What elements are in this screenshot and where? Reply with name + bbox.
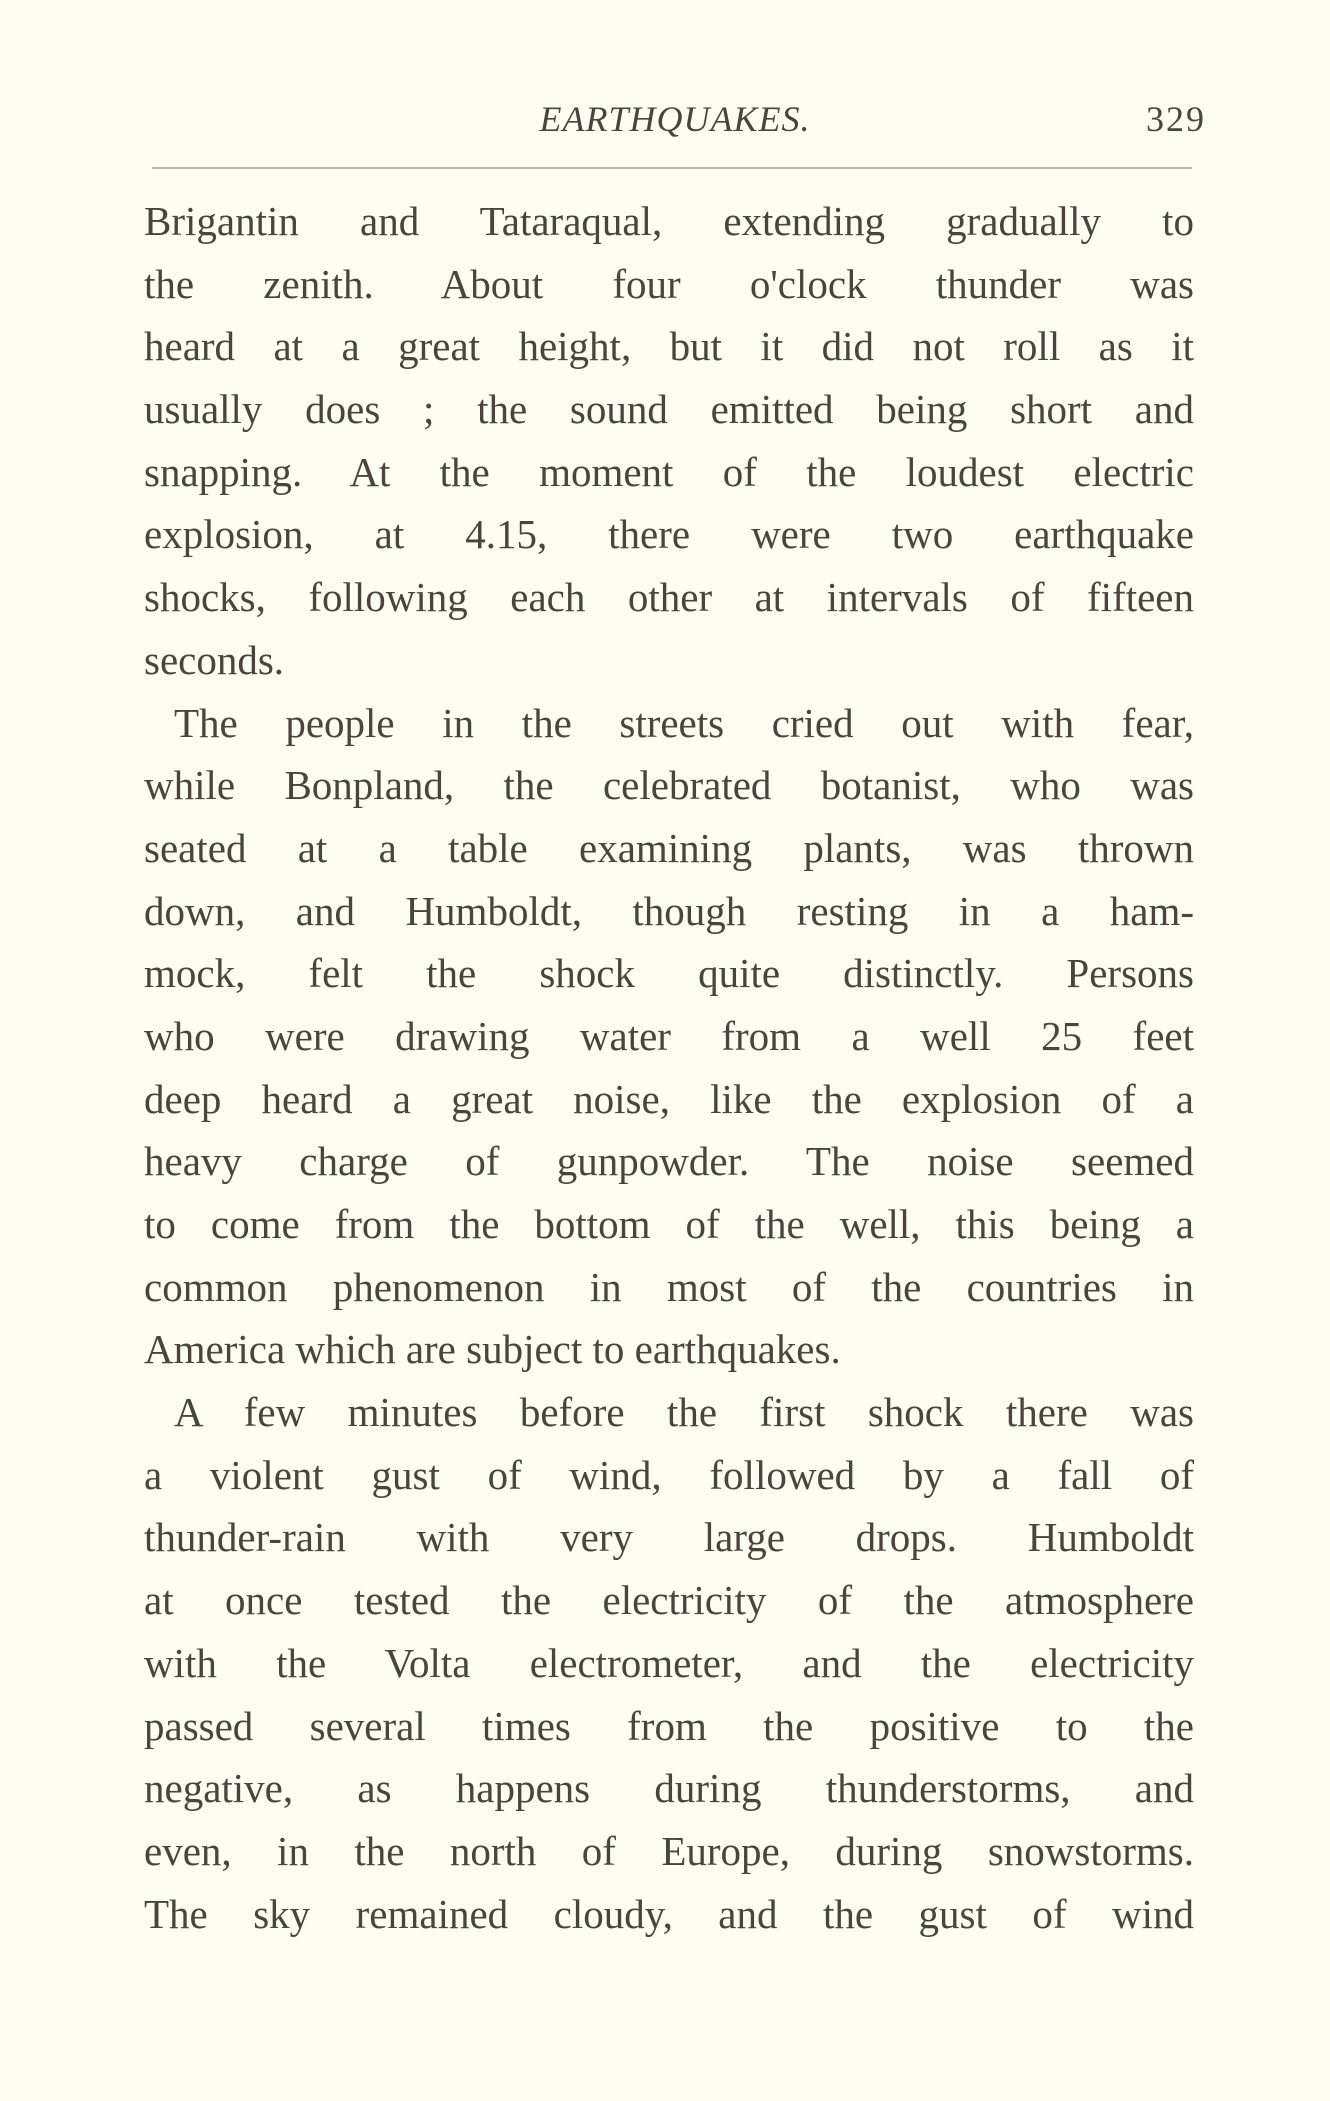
text-line: explosion, at 4.15, there were two earthquake [144, 511, 1194, 558]
text-line: even, in the north of Europe, during snowstorms. [144, 1827, 1194, 1874]
header-rule [152, 167, 1192, 169]
text-line: a violent gust of wind, followed by a fall of [144, 1451, 1194, 1498]
text-line: common phenomenon in most of the countries in [144, 1263, 1194, 1310]
text-line: heavy charge of gunpowder. The noise seemed [144, 1138, 1194, 1185]
text-line: usually does ; the sound emitted being short and [144, 386, 1194, 433]
text-line: to come from the bottom of the well, this being a [144, 1201, 1194, 1247]
page-number: 329 [1146, 99, 1206, 139]
body-text [144, 190, 1194, 1945]
text-line: heard at a great height, but it did not roll as it [144, 323, 1194, 370]
text-line: deep heard a great noise, like the explosion of a [144, 1075, 1194, 1122]
text-line: mock, felt the shock quite distinctly. Persons [144, 950, 1194, 997]
text-line: America which are subject to earthquakes. [144, 1326, 841, 1373]
text-line: who were drawing water from a well 25 feet [144, 1012, 1194, 1059]
text-line: A few minutes before the first shock there was [174, 1389, 1194, 1436]
text-line: with the Volta electrometer, and the electricity [144, 1639, 1194, 1686]
text-line: thunder-rain with very large drops. Humboldt [144, 1514, 1194, 1561]
running-head [0, 98, 1330, 148]
text-line: snapping. At the moment of the loudest electric [144, 448, 1194, 495]
text-line: shocks, following each other at intervals of fifteen [144, 574, 1194, 621]
text-line: The sky remained cloudy, and the gust of wind [144, 1890, 1194, 1937]
text-line: the zenith. About four o'clock thunder was [144, 260, 1194, 307]
text-line: negative, as happens during thunderstorms, and [144, 1765, 1194, 1812]
text-line: down, and Humboldt, though resting in a ham- [144, 887, 1194, 934]
text-line: while Bonpland, the celebrated botanist, who was [144, 762, 1194, 809]
text-line: passed several times from the positive to the [144, 1702, 1194, 1749]
text-line: The people in the streets cried out with fear, [174, 699, 1194, 746]
text-line: seated at a table examining plants, was thrown [144, 824, 1194, 871]
text-line: Brigantin and Tataraqual, extending gradually to [144, 198, 1194, 244]
running-title: EARTHQUAKES. [539, 99, 811, 139]
text-line: at once tested the electricity of the atmosphere [144, 1577, 1194, 1624]
text-line: seconds. [144, 636, 285, 683]
